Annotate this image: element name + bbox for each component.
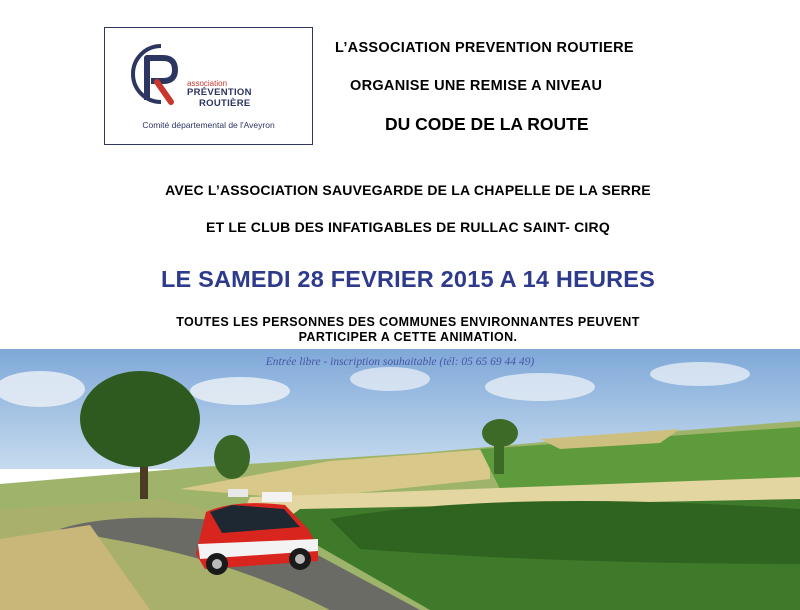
partners-line1: AVEC L’ASSOCIATION SAUVEGARDE DE LA CHAPELLE DE LA SERRE [165, 182, 651, 198]
partners-line2: ET LE CLUB DES INFATIGABLES DE RULLAC SAINT- CIRQ [206, 219, 610, 235]
rally-car-photo [0, 349, 800, 610]
header-line3: DU CODE DE LA ROUTE [385, 114, 589, 134]
header-line1: L’ASSOCIATION PREVENTION ROUTIERE [335, 40, 634, 56]
logo-committee: Comité départemental de l'Aveyron [142, 120, 275, 130]
prevention-routiere-logo [104, 27, 313, 145]
inscription-note: Entrée libre - inscription souhaitable (tél: 05 65 69 44 49) [265, 356, 535, 368]
audience-line2: PARTICIPER A CETTE ANIMATION. [298, 330, 518, 344]
logo-name-line2: ROUTIÈRE [199, 98, 251, 109]
event-date-line: LE SAMEDI 28 FEVRIER 2015 A 14 HEURES [160, 266, 656, 292]
header-line2: ORGANISE UNE REMISE A NIVEAU [350, 78, 603, 94]
logo-r-mark-icon [127, 40, 187, 110]
logo-association-word: association [187, 79, 228, 88]
audience-line1: TOUTES LES PERSONNES DES COMMUNES ENVIRONNANTES PEUVENT [176, 315, 640, 329]
logo-name-line1: PRÉVENTION [187, 87, 252, 98]
